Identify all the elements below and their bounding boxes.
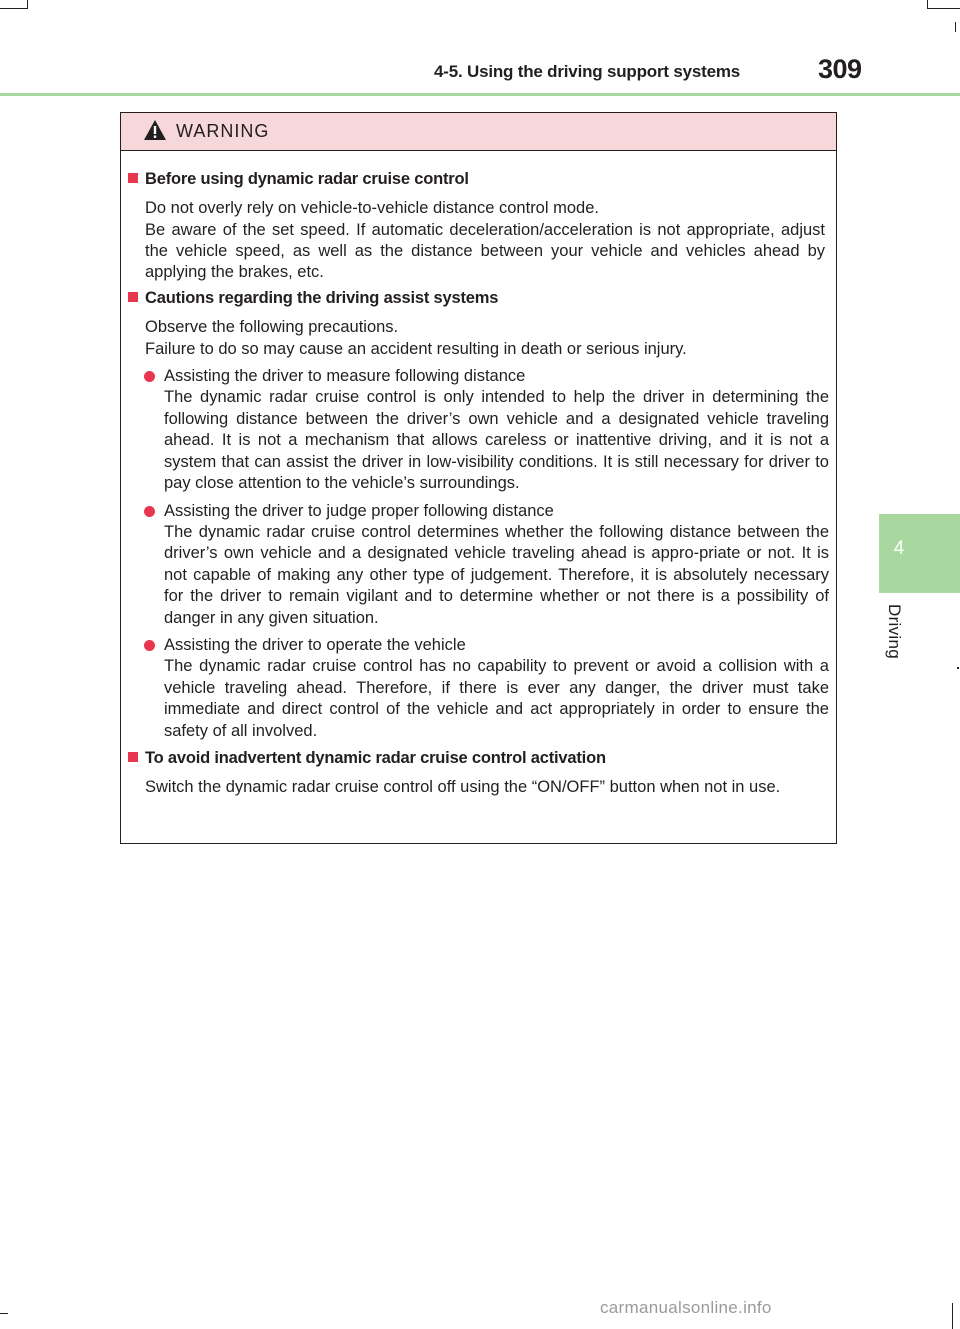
square-bullet-icon: [128, 752, 138, 762]
heading-text: To avoid inadvertent dynamic radar cruise control activation: [145, 749, 606, 767]
square-bullet-icon: [128, 173, 138, 183]
chapter-label: Driving: [885, 604, 904, 660]
crop-mark: [0, 1313, 8, 1314]
paragraph: Observe the following precautions.: [145, 318, 399, 336]
round-bullet-icon: [144, 506, 155, 517]
crop-mark: [927, 8, 960, 9]
crop-mark: [27, 0, 28, 8]
page-number: 309: [818, 54, 862, 84]
section-heading: [128, 170, 469, 189]
chapter-number: 4: [893, 538, 905, 559]
bullet-text: The dynamic radar cruise control has no capability to prevent or avoid a collision with a vehicle traveling ahead. Therefore, if there is ever any danger, the driver must take immediate and direct control of the vehicle and act appropriately in order to ensure the safety of all involved.: [164, 657, 829, 740]
side-dot: [957, 667, 959, 669]
round-bullet-icon: [144, 371, 155, 382]
bullet-text: The dynamic radar cruise control is only intended to help the driver in determining the following distance between the driver’s own vehicle and a designated vehicle traveling ahead. It is not a mechanism that allows careless or inattentive driving, and it is not a system that can assist the driver in low-visibility conditions. It is still necessary for driver to pay close attention to the vehicle’s surroundings.: [164, 388, 829, 493]
crop-mark: [952, 1303, 953, 1329]
paragraph: Do not overly rely on vehicle-to-vehicle distance control mode.: [145, 199, 599, 217]
warning-label: WARNING: [176, 121, 270, 141]
heading-text: Cautions regarding the driving assist systems: [145, 289, 499, 307]
crop-mark: [927, 0, 928, 8]
paragraph: Failure to do so may cause an accident resulting in death or serious injury.: [145, 339, 687, 358]
warning-header: [121, 113, 836, 151]
section-title: 4-5. Using the driving support systems: [434, 62, 741, 81]
warning-triangle-icon: [143, 119, 167, 141]
header-rule: [0, 93, 960, 96]
bullet-title: Assisting the driver to measure following distance: [164, 367, 526, 385]
section-heading: [128, 289, 498, 308]
square-bullet-icon: [128, 292, 138, 302]
warning-box: [120, 112, 837, 844]
watermark: carmanualsonline.info: [600, 1298, 772, 1317]
section-heading: [128, 749, 606, 768]
paragraph: Switch the dynamic radar cruise control off using the “ON/OFF” button when not in use.: [145, 778, 781, 796]
paragraph: Be aware of the set speed. If automatic deceleration/acceleration is not appropriate, adjust the vehicle speed, as well as the distance between your vehicle and vehicles ahead by applying the brakes, etc.: [145, 220, 825, 282]
crop-mark: [0, 8, 28, 9]
heading-text: Before using dynamic radar cruise control: [145, 170, 469, 188]
bullet-title: Assisting the driver to operate the vehicle: [164, 636, 466, 654]
crop-mark: [955, 22, 956, 32]
round-bullet-icon: [144, 640, 155, 651]
chapter-tab[interactable]: [879, 514, 960, 593]
bullet-text: The dynamic radar cruise control determines whether the following distance between the driver’s own vehicle and a designated vehicle traveling ahead is appro-priate or not. It is not capable of making any other type of judgement. Therefore, it is absolutely necessary for the driver to remain vigilant and to determine whether or not there is a possibility of danger in any given situation.: [164, 522, 829, 627]
bullet-title: Assisting the driver to judge proper following distance: [164, 501, 554, 520]
